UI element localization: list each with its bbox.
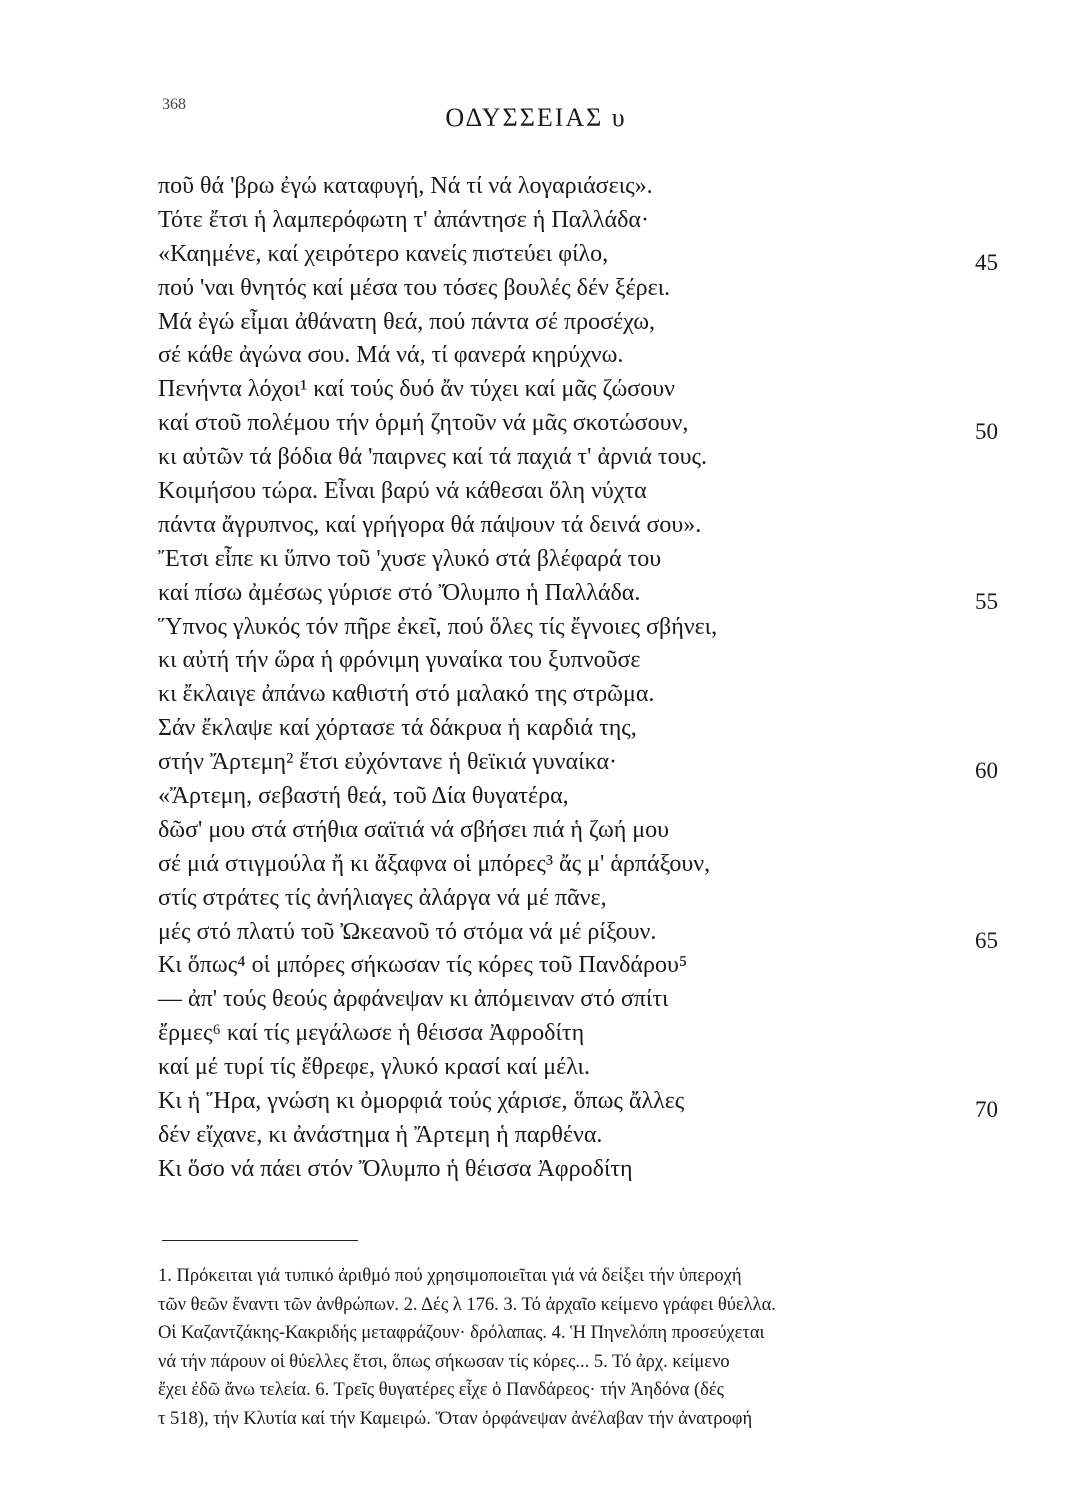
verse-text: σέ κάθε ἀγώνα σου. Μά νά, τί φανερά κηρύχνω. — [158, 342, 624, 369]
verse-line — [158, 238, 998, 275]
verse-text: «Ἄρτεμη, σεβαστή θεά, τοῦ Δία θυγατέρα, — [158, 783, 569, 810]
verse-line — [158, 780, 998, 814]
line-number: 45 — [975, 249, 998, 275]
verse-line — [158, 407, 998, 445]
verse-text: δῶσ' μου στά στήθια σαϊτιά νά σβήσει πιά ἡ ζωή μου — [158, 816, 670, 843]
verse-text: δέν εἴχανε, κι ἀνάστημα ἡ Ἄρτεμη ἡ παρθένα. — [158, 1121, 603, 1148]
verse-line — [158, 712, 998, 746]
verse-line — [158, 1017, 998, 1051]
footnote-divider — [162, 1240, 358, 1241]
verse-text: πάντα ἄγρυπνος, καί γρήγορα θά πάψουν τά δεινά σου». — [158, 511, 702, 538]
verse-text: Μά ἐγώ εἶμαι ἀθάνατη θεά, πού πάντα σέ προσέχω, — [158, 308, 656, 335]
verse-text: καί στοῦ πολέμου τήν ὁρμή ζητοῦν νά μᾶς σκοτώσουν, — [158, 410, 689, 437]
line-number: 60 — [975, 758, 998, 784]
verse-line — [158, 577, 998, 614]
verse-line — [158, 1085, 998, 1123]
verse-line — [158, 916, 998, 953]
verse-text: κι ἔκλαιγε ἀπάνω καθιστή στό μαλακό της στρῶμα. — [158, 681, 655, 708]
verse-text: πού 'ναι θνητός καί μέσα του τόσες βουλές δέν ξέρει. — [158, 274, 671, 301]
verse-text: ποῦ θά 'βρω ἐγώ καταφυγή, Νά τί νά λογαριάσεις». — [158, 173, 653, 199]
verse-line — [158, 170, 998, 204]
verse-line — [158, 339, 998, 373]
verse-text: καί πίσω ἀμέσως γύρισε στό Ὄλυμπο ἡ Παλλάδα. — [158, 579, 641, 606]
footnote-line: τῶν θεῶν ἔναντι τῶν ἀνθρώπων. 2. Δές λ 176. 3. Τό ἀρχαῖο κείμενο γράφει θύελλα. — [158, 1294, 776, 1315]
verse-line — [158, 272, 998, 306]
verse-text: Ἔτσι εἶπε κι ὕπνο τοῦ 'χυσε γλυκό στά βλέφαρά του — [158, 545, 662, 572]
verse-text: Κι ἡ Ἥρα, γνώση κι ὀμορφιά τούς χάρισε, ὅπως ἄλλες — [158, 1088, 685, 1115]
verse-line — [158, 678, 998, 712]
verse-text: Κι ὅπως⁴ οἱ μπόρες σήκωσαν τίς κόρες τοῦ Πανδάρου⁵ — [158, 952, 688, 979]
verse-text: μές στό πλατύ τοῦ Ὠκεανοῦ τό στόμα νά μέ ρίξουν. — [158, 918, 657, 945]
verse-line — [158, 1051, 998, 1085]
verse-text: στίς στράτες τίς ἀνήλιαγες ἀλάργα νά μέ πᾶνε, — [158, 884, 607, 911]
verse-text: «Καημένε, καί χειρότερο κανείς πιστεύει φίλο, — [158, 240, 609, 267]
verse-line — [158, 644, 998, 678]
verse-line — [158, 746, 998, 784]
footnote-line: ἔχει ἐδῶ ἄνω τελεία. 6. Τρεῖς θυγατέρες εἶχε ὁ Πανδάρεος· τήν Ἀηδόνα (δές — [158, 1380, 724, 1401]
verse-text: Κι ὅσο νά πάει στόν Ὄλυμπο ἡ θέισσα Ἀφροδίτη — [158, 1155, 633, 1182]
verse-text: κι αὐτή τήν ὥρα ἡ φρόνιμη γυναίκα του ξυπνοῦσε — [158, 647, 641, 674]
verse-line — [158, 949, 998, 983]
verse-text: κι αὐτῶν τά βόδια θά 'παιρνες καί τά παχιά τ' ἀρνιά τους. — [158, 444, 707, 471]
footnote-line: τ 518), τήν Κλυτία καί τήν Καμειρώ. Ὅταν ὀρφάνεψαν ἀνέλαβαν τήν ἀνατροφή — [158, 1408, 753, 1429]
footnote-line: Οἱ Καζαντζάκης-Κακριδής μεταφράζουν· δρόλαπας. 4. Ἡ Πηνελόπη προσεύχεται — [158, 1323, 765, 1344]
footnote-line: 1. Πρόκειται γιά τυπικό ἀριθμό πού χρησιμοποιεῖται γιά νά δείξει τήν ὑπεροχή — [158, 1266, 742, 1286]
line-number: 65 — [975, 927, 998, 953]
verse-line — [158, 306, 998, 340]
verse-text: — ἀπ' τούς θεούς ἀρφάνεψαν κι ἀπόμειναν στό σπίτι — [158, 986, 669, 1013]
verse-line — [158, 814, 998, 848]
verse-line — [158, 475, 998, 509]
verse-text: στήν Ἄρτεμη² ἔτσι εὐχόντανε ἡ θεϊκιά γυναίκα· — [158, 749, 618, 776]
verse-line — [158, 1153, 998, 1187]
verse-text: ἔρμες⁶ καί τίς μεγάλωσε ἡ θέισσα Ἀφροδίτη — [158, 1020, 585, 1047]
verse-text: Πενήντα λόχοι¹ καί τούς δυό ἄν τύχει καί μᾶς ζώσουν — [158, 376, 675, 403]
verse-text: καί μέ τυρί τίς ἔθρεφε, γλυκό κρασί καί μέλι. — [158, 1054, 590, 1081]
page-number: 368 — [162, 96, 186, 113]
verse-line — [158, 611, 998, 645]
verse-line — [158, 441, 998, 475]
verse-line — [158, 543, 998, 577]
footnotes-block — [158, 1262, 990, 1434]
verse-text: Τότε ἔτσι ἡ λαμπερόφωτη τ' ἀπάντησε ἡ Παλλάδα· — [158, 206, 649, 233]
verse-text: σέ μιά στιγμούλα ἤ κι ἄξαφνα οἱ μπόρες³ ἄς μ' ἁρπάξουν, — [158, 850, 711, 877]
verse-line — [158, 882, 998, 916]
verse-text: Κοιμήσου τώρα. Εἶναι βαρύ νά κάθεσαι ὅλη νύχτα — [158, 478, 647, 505]
verse-line — [158, 848, 998, 882]
verse-line — [158, 204, 998, 238]
line-number: 70 — [975, 1097, 998, 1123]
running-head: ΟΔΥΣΣΕΙΑΣ υ — [445, 103, 627, 132]
verse-block — [158, 170, 998, 1187]
verse-line — [158, 509, 998, 543]
line-number: 55 — [975, 588, 998, 614]
verse-text: Ὕπνος γλυκός τόν πῆρε ἐκεῖ, πού ὅλες τίς ἔγνοιες σβήνει, — [158, 613, 718, 640]
verse-line — [158, 1119, 998, 1153]
footnote-line: νά τήν πάρουν οἱ θύελλες ἔτσι, ὅπως σήκωσαν τίς κόρες... 5. Τό ἀρχ. κείμενο — [158, 1351, 730, 1372]
verse-line — [158, 373, 998, 407]
verse-line — [158, 983, 998, 1017]
verse-text: Σάν ἔκλαψε καί χόρτασε τά δάκρυα ἡ καρδιά της, — [158, 715, 637, 742]
line-number: 50 — [975, 419, 998, 445]
